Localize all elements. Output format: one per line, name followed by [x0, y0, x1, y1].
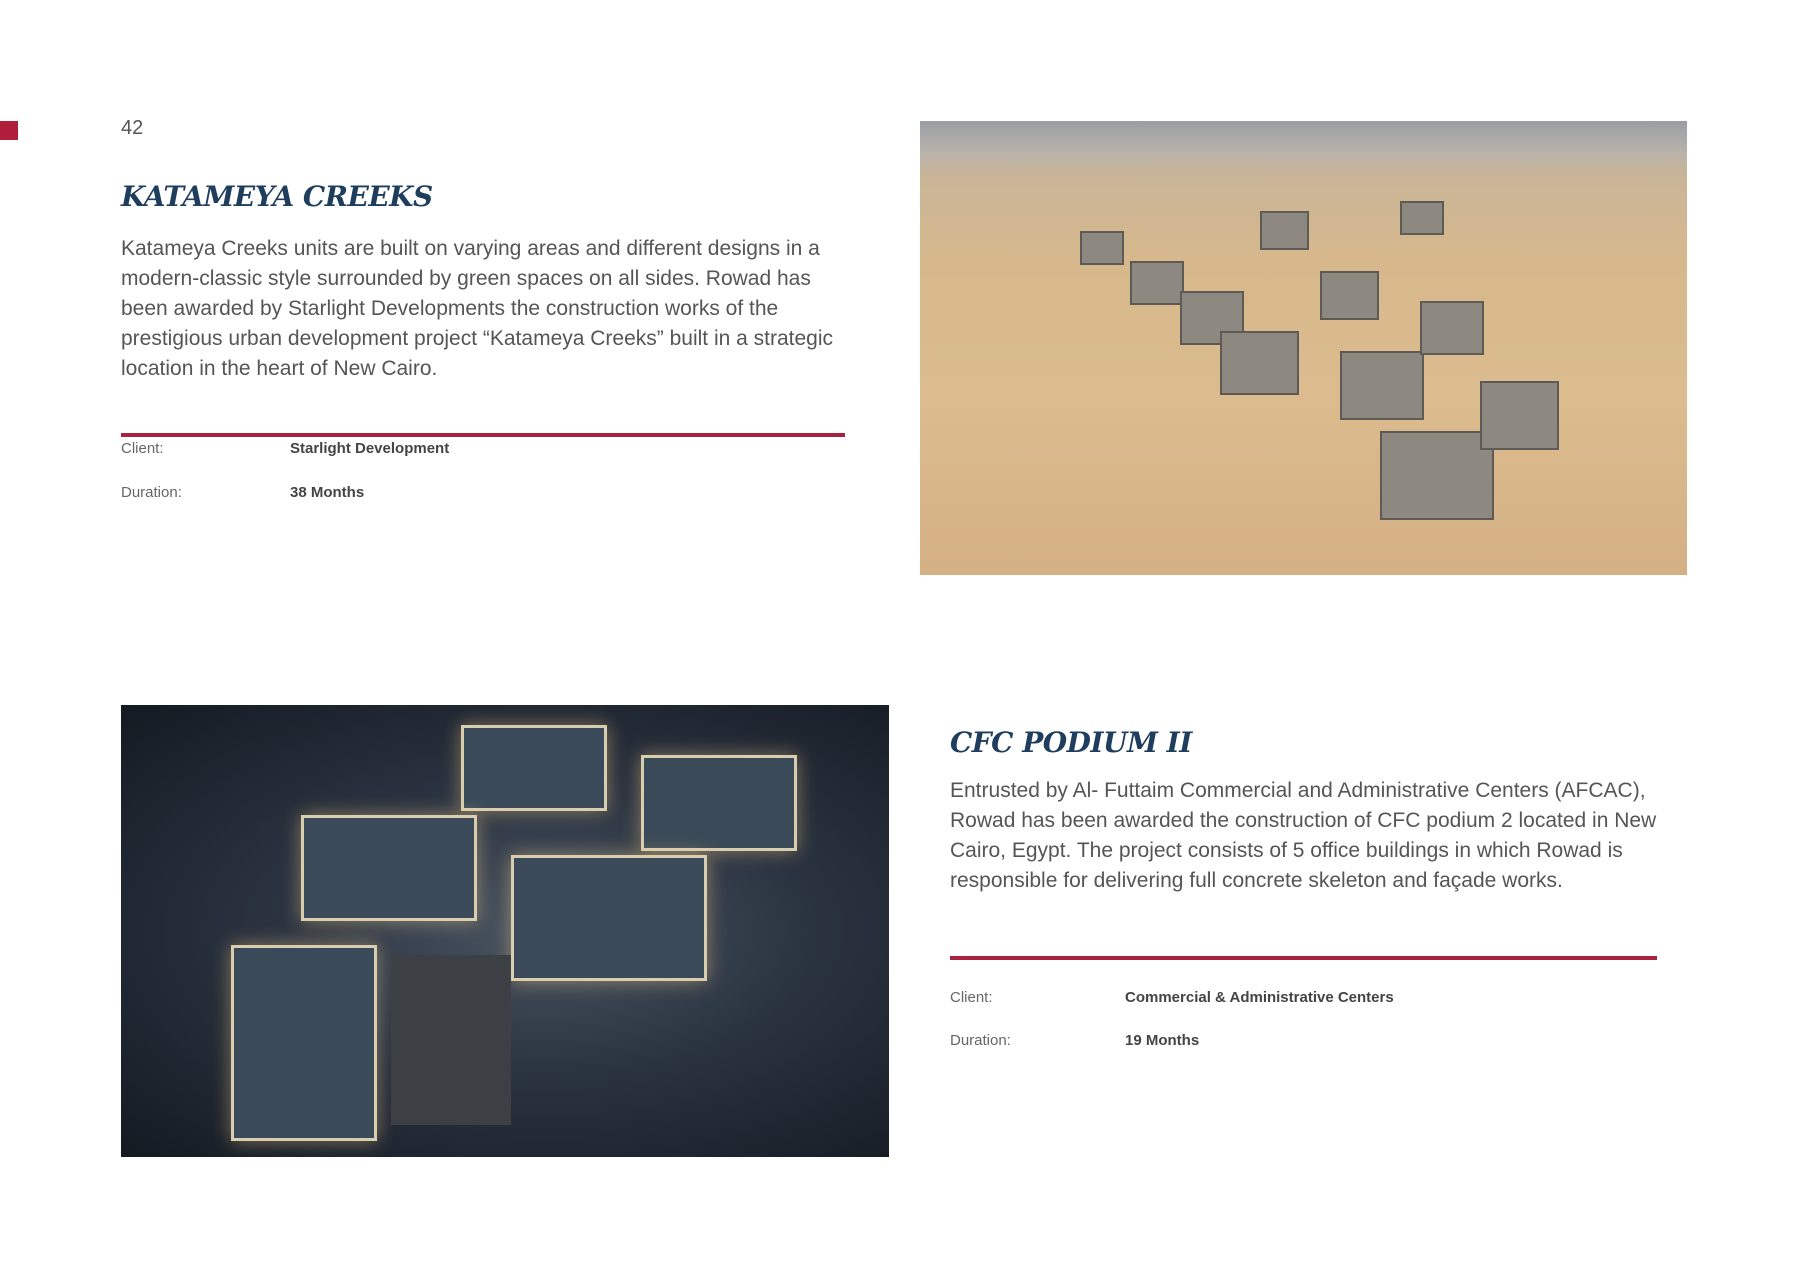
- project-title: CFC PODIUM II: [950, 726, 1192, 759]
- duration-label: Duration:: [121, 484, 182, 501]
- duration-label: Duration:: [950, 1032, 1011, 1049]
- client-label: Client:: [950, 989, 993, 1006]
- client-value: Commercial & Administrative Centers: [1125, 989, 1394, 1006]
- divider: [950, 956, 1657, 960]
- project-description: Entrusted by Al- Futtaim Commercial and Administrative Centers (AFCAC), Rowad has been awarded the construction of CFC podium 2 located in New Cairo, Egypt. The project consists of 5 office buildings in which Rowad is responsible for delivering full concrete skeleton and façade works.: [950, 779, 1657, 892]
- project-description: Katameya Creeks units are built on varying areas and different designs in a modern-classic style surrounded by green spaces on all sides. Rowad has been awarded by Starlight Developments the construction works of the prestigious urban development project “Katameya Creeks” built in a strategic location in the heart of New Cairo.: [121, 237, 834, 380]
- page-number: 42: [121, 117, 144, 139]
- duration-value: 38 Months: [290, 484, 365, 501]
- duration-value: 19 Months: [1125, 1032, 1200, 1049]
- divider: [121, 433, 845, 437]
- page-marker: [0, 121, 18, 140]
- katameya-creeks-aerial-photo: [920, 121, 1687, 575]
- cfc-podium-render-photo: [121, 705, 889, 1157]
- client-value: Starlight Development: [290, 440, 450, 457]
- client-label: Client:: [121, 440, 164, 457]
- project-title: KATAMEYA CREEKS: [121, 180, 433, 213]
